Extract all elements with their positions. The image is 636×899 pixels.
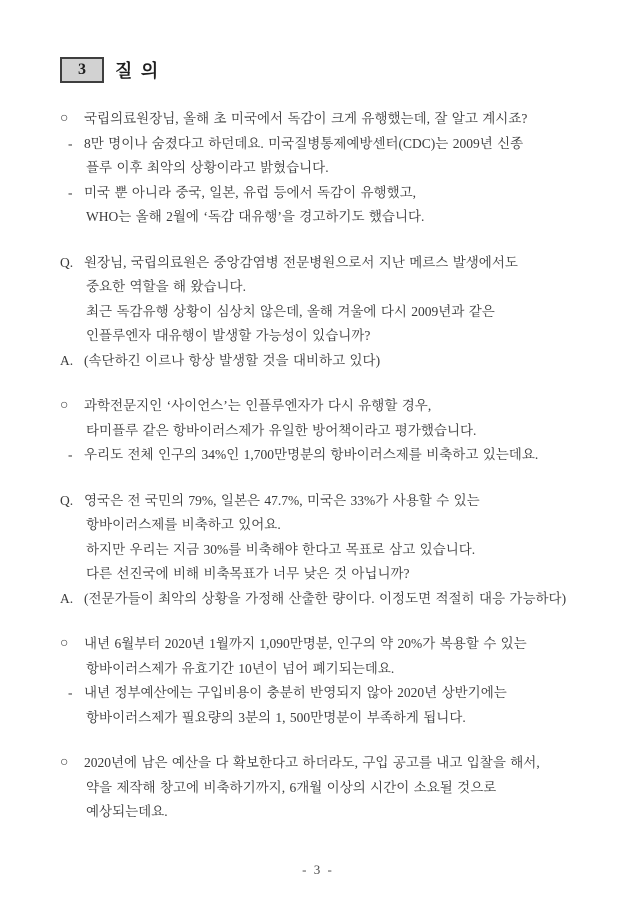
answer-label: A. bbox=[60, 352, 74, 368]
text-line bbox=[60, 538, 600, 563]
line-text: 8만 명이나 숨졌다고 하던데요. 미국질병통제예방센터(CDC)는 2009년 신종 bbox=[84, 135, 524, 151]
document-body bbox=[60, 107, 600, 825]
line-text: 과학전문지인 ‘사이언스’는 인플루엔자가 다시 유행할 경우, bbox=[84, 398, 432, 413]
text-line bbox=[60, 205, 600, 230]
text-line bbox=[60, 132, 600, 157]
line-text: 미국 뿐 아니라 중국, 일본, 유럽 등에서 독감이 유행했고, bbox=[84, 184, 417, 200]
line-text: 항바이러스제를 비축하고 있어요. bbox=[86, 517, 281, 532]
text-line bbox=[60, 751, 600, 776]
text-line bbox=[60, 275, 600, 300]
paragraph-block bbox=[60, 489, 600, 612]
section-number-box: 3 bbox=[60, 57, 104, 83]
text-line bbox=[60, 632, 600, 657]
answer-label: A. bbox=[60, 590, 74, 606]
page-number: - 3 - bbox=[302, 862, 334, 877]
section-title: 질 의 bbox=[115, 61, 161, 81]
text-line bbox=[60, 107, 600, 132]
text-line bbox=[60, 181, 600, 206]
line-text: 항바이러스제가 유효기간 10년이 넘어 폐기되는데요. bbox=[86, 660, 395, 676]
text-line bbox=[60, 419, 600, 444]
line-text: 국립의료원장님, 올해 초 미국에서 독감이 크게 유행했는데, 잘 알고 계시죠? bbox=[84, 111, 528, 126]
question-label: Q. bbox=[60, 492, 74, 508]
text-line bbox=[60, 394, 600, 419]
line-text: (속단하긴 이르나 항상 발생할 것을 대비하고 있다) bbox=[84, 352, 381, 368]
paragraph-block bbox=[60, 394, 600, 468]
line-text: 내년 정부예산에는 구입비용이 충분히 반영되지 않아 2020년 상반기에는 bbox=[84, 685, 507, 700]
question-label: Q. bbox=[60, 254, 74, 270]
line-text: 최근 독감유행 상황이 심상치 않은데, 올해 겨울에 다시 2009년과 같은 bbox=[86, 303, 495, 319]
text-line bbox=[60, 443, 600, 468]
text-line bbox=[60, 251, 600, 276]
circle-bullet-marker: ○ bbox=[60, 398, 69, 413]
line-text: 하지만 우리는 지금 30%를 비축해야 한다고 목표로 삼고 있습니다. bbox=[86, 541, 476, 557]
line-text: 2020년에 남은 예산을 다 확보한다고 하더라도, 구입 공고를 내고 입찰을 해서, bbox=[84, 755, 540, 770]
text-line bbox=[60, 513, 600, 538]
dash-bullet-marker: - bbox=[68, 135, 73, 151]
line-text: 예상되는데요. bbox=[86, 804, 168, 819]
text-line bbox=[60, 300, 600, 325]
circle-bullet-marker: ○ bbox=[60, 636, 69, 651]
section-header bbox=[60, 56, 600, 84]
line-text: 내년 6월부터 2020년 1월까지 1,090만명분, 인구의 약 20%가 복용할 수 있는 bbox=[84, 636, 527, 651]
text-line bbox=[60, 776, 600, 801]
paragraph-block bbox=[60, 632, 600, 730]
text-line bbox=[60, 324, 600, 349]
dash-bullet-marker: - bbox=[68, 184, 73, 200]
line-text: 약을 제작해 창고에 비축하기까지, 6개월 이상의 시간이 소요될 것으로 bbox=[86, 779, 497, 795]
text-line bbox=[60, 800, 600, 825]
text-line bbox=[60, 349, 600, 374]
text-line bbox=[60, 156, 600, 181]
text-line bbox=[60, 657, 600, 682]
line-text: 중요한 역할을 해 왔습니다. bbox=[86, 279, 246, 294]
line-text: WHO는 올해 2월에 ‘독감 대유행’을 경고하기도 했습니다. bbox=[86, 209, 425, 224]
text-line bbox=[60, 489, 600, 514]
dash-bullet-marker: - bbox=[68, 447, 73, 462]
paragraph-block bbox=[60, 751, 600, 825]
text-line bbox=[60, 562, 600, 587]
line-text: (전문가들이 최악의 상황을 가정해 산출한 량이다. 이정도면 적절히 대응 가능하다) bbox=[84, 590, 567, 606]
line-text: 타미플루 같은 항바이러스제가 유일한 방어책이라고 평가했습니다. bbox=[86, 422, 477, 438]
line-text: 원장님, 국립의료원은 중앙감염병 전문병원으로서 지난 메르스 발생에서도 bbox=[84, 254, 518, 270]
circle-bullet-marker: ○ bbox=[60, 111, 69, 126]
page-footer bbox=[0, 862, 636, 878]
paragraph-block bbox=[60, 107, 600, 230]
paragraph-block bbox=[60, 251, 600, 374]
text-line bbox=[60, 706, 600, 731]
dash-bullet-marker: - bbox=[68, 685, 73, 700]
line-text: 영국은 전 국민의 79%, 일본은 47.7%, 미국은 33%가 사용할 수 있는 bbox=[84, 492, 480, 508]
line-text: 우리도 전체 인구의 34%인 1,700만명분의 항바이러스제를 비축하고 있는데요. bbox=[84, 447, 539, 462]
line-text: 인플루엔자 대유행이 발생할 가능성이 있습니까? bbox=[86, 328, 371, 343]
line-text: 플루 이후 최악의 상황이라고 밝혔습니다. bbox=[86, 160, 329, 175]
text-line bbox=[60, 681, 600, 706]
text-line bbox=[60, 587, 600, 612]
line-text: 다른 선진국에 비해 비축목표가 너무 낮은 것 아닙니까? bbox=[86, 566, 410, 581]
line-text: 항바이러스제가 필요량의 3분의 1, 500만명분이 부족하게 됩니다. bbox=[86, 709, 466, 725]
circle-bullet-marker: ○ bbox=[60, 755, 69, 770]
